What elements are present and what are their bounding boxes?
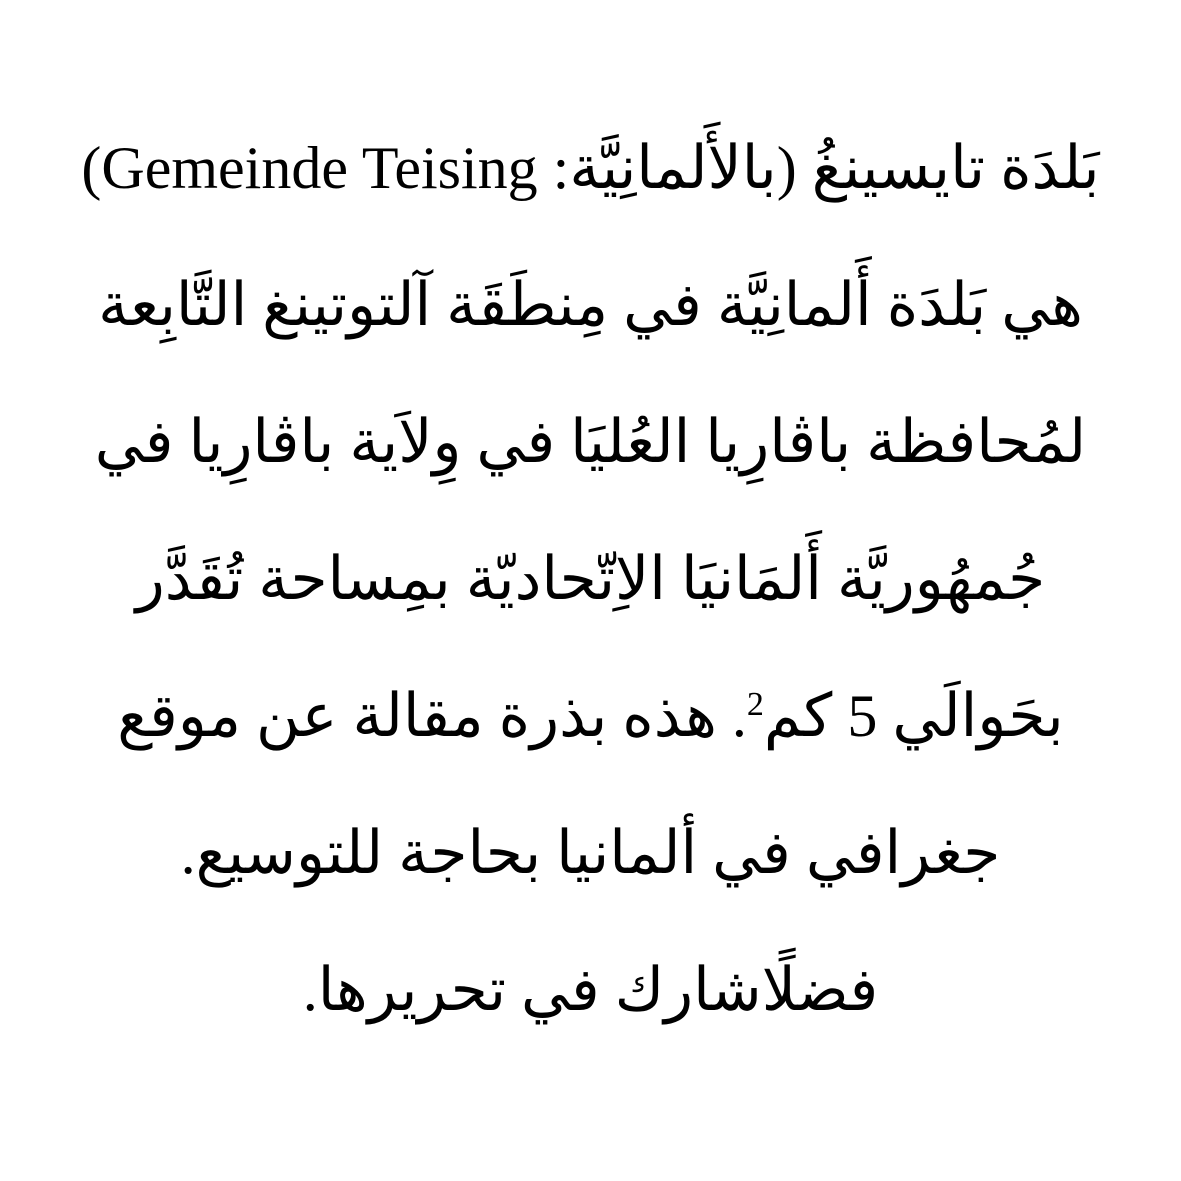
area-unit-superscript: 2	[746, 686, 764, 723]
stub-notice: . هذه بذرة مقالة عن موقع جغرافي في ألمانيا بحاجة للتوسيع. فضلًاشارك في تحريرها.	[117, 683, 1001, 1023]
article-paragraph	[80, 100, 1101, 1059]
article-text-main: بَلدَة تايسينغُ (بالأَلمانِيَّة: Gemeinde Teising) هي بَلدَة أَلمانِيَّة في مِنطَقَة آلتوتينغ التَّابِعة لمُحافظة باڤارِيا العُليَا في وِلاَية باڤارِيا في جُمهُوريَّة أَلمَانيَا الاِتّحاديّة بمِساحة تُقَدَّر بحَوالَي 5 كم	[81, 135, 1100, 749]
